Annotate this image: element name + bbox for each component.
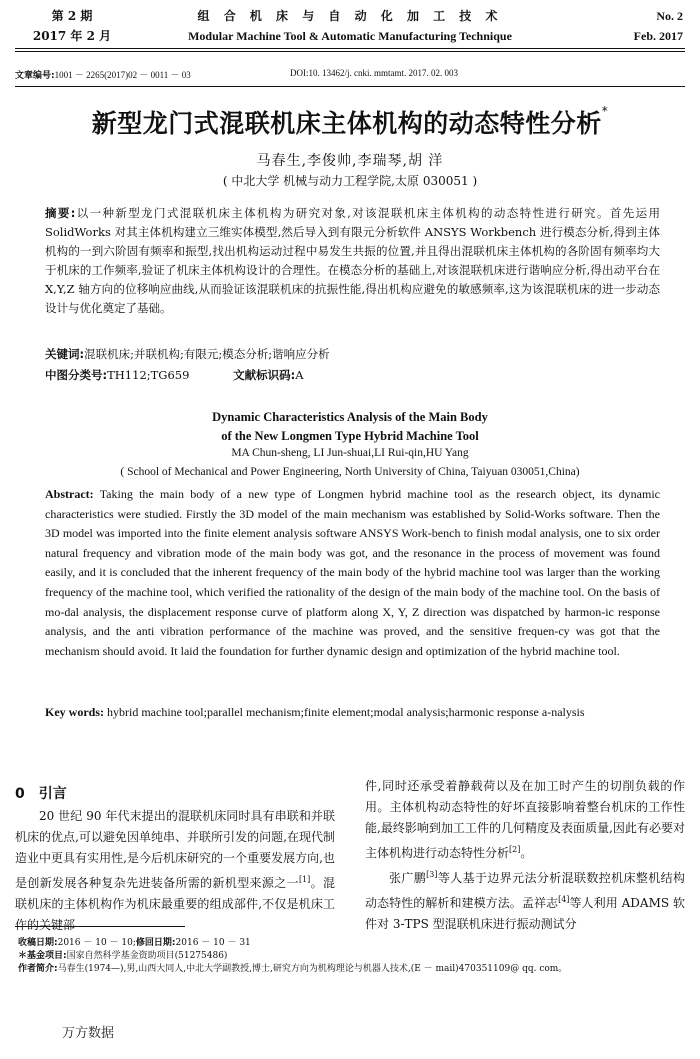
header-rule-bottom: [15, 51, 685, 52]
fund-text: 国家自然科学基金资助项目(51275486): [66, 951, 228, 961]
abstract-cn: [45, 204, 660, 318]
header-rule-top: [15, 48, 685, 49]
abstract-en-label: Abstract:: [45, 487, 94, 501]
date-cn: 2017 年 2 月: [32, 29, 112, 43]
paper-title-en: [0, 408, 700, 446]
keywords-en-text: hybrid machine tool;parallel mechanism;finite element;modal analysis;harmonic response a-nalysis: [107, 705, 585, 719]
abstract-en-text: Taking the main body of a new type of Longmen hybrid machine tool as the research object, its dynamic characteristics were studied. Firstly the 3D model of the main mechanism was established by Solid-Works software. Then the 3D model was imported into the finite element analysis software ANSYS Work-bench to finish modal analysis, one to six order natural frequency and vibration mode of the main body was got, and the resonance in the process of movement was found easily, and it is concluded that the inherent frequency of the main body of the hybrid machine tool was larger than the working frequency of the machine tool, which verified the rationality of the design of the main body of the machine tool. On the basis of mo-dal analysis, the displacement response curve of platform along X, Y, Z direction was dispatched by harmon-ic response analysis, and the anti vibration performance of the machine was proved, and the sensitive frequen-cy was got that the mechanism should avoid. It laid the foundation for further dynamic design and optimization of the hybrid machine tool.: [45, 487, 660, 658]
footnote-author: [18, 963, 683, 976]
received-label: 收稿日期:: [18, 938, 58, 948]
doi: DOI:10. 13462/j. cnki. mmtamt. 2017. 02. 003: [290, 68, 458, 78]
keywords-en-label: Key words:: [45, 705, 104, 719]
abstract-label: 摘要:: [45, 206, 76, 220]
footnote-dates: [18, 937, 683, 950]
header-center: [150, 6, 550, 46]
abstract-cn-text: 以一种新型龙门式混联机床主体机构为研究对象,对该混联机床主体机构的动态特性进行研究。首先运用 SolidWorks 对其主体机构建立三维实体模型,然后导入到有限元分析软件 ANSYS Workbench 进行模态分析,得到主体机构的一到六阶固有频率和振型,找出机构运动过程中易发生共振的位置,并且得出混联机床主体机构的各阶固有频率均大于机床的工作频率,验证了机床主体机构设计的合理性。在模态分析的基础上,对该混联机床进行谐响应分析,得出动平台在 X,Y,Z 轴方向的位移响应曲线,从而验证该混联机床的抗振性能,得出机构应避免的敏感频率,这为该混联机床的进一步动态设计与优化奠定了基础。: [45, 206, 660, 315]
author-bio-label: 作者简介:: [18, 964, 58, 974]
issue-en: No. 2: [656, 9, 683, 23]
doccode-label: 文献标识码:: [233, 368, 296, 382]
citation-ref: [4]: [558, 895, 570, 904]
header-right: [583, 6, 683, 46]
footnote-rule: [15, 926, 185, 927]
left-paragraph-text-end: 。混联机床的主体机构作为机床最重要的组成部件,不仅是机床工作的关键部: [15, 876, 335, 932]
clc-value: TH112;TG659: [107, 368, 190, 382]
right-paragraph-2-a: 张广鹏: [389, 871, 427, 885]
citation-ref: [2]: [509, 845, 521, 854]
doccode-value: A: [295, 368, 304, 382]
revised-label: 修回日期:: [135, 938, 176, 948]
date-en: Feb. 2017: [633, 29, 683, 43]
paper-title-text: 新型龙门式混联机床主体机构的动态特性分析: [91, 109, 602, 138]
watermark: 万方数据: [62, 1026, 115, 1041]
section-heading: [15, 783, 67, 803]
received-date: 2016 － 10 － 10;: [57, 938, 136, 948]
footnotes: [18, 937, 683, 976]
article-number: [15, 68, 191, 81]
title-en-line2: of the New Longmen Type Hybrid Machine Tool: [221, 429, 479, 443]
keywords-cn-text: 混联机床;并联机构;有限元;模态分析;谐响应分析: [84, 347, 330, 361]
citation-ref: [1]: [298, 875, 311, 884]
right-paragraph-1-end: 。: [520, 846, 533, 860]
article-number-label: 文章编号:: [15, 71, 55, 81]
right-paragraph-2-b: 等人基于边界元法分析混联数控机床整机结构动态特性的解析和建模方法。孟祥志: [365, 871, 685, 910]
authors-en: MA Chun-sheng, LI Jun-shuai,LI Rui-qin,HU Yang: [231, 447, 469, 459]
clc-label: 中图分类号:: [45, 368, 108, 382]
right-paragraph-1: [365, 776, 685, 864]
section-number: 0: [15, 786, 25, 802]
right-paragraph-1-text: 件,同时还承受着静载荷以及在加工时产生的切削负载的作用。主体机构动态特性的好坏直接影响着整台机床的工作性能,最终影响到加工工件的几何精度及表面质量,因此有必要对主体机构进行动态特性分析: [365, 779, 685, 860]
body-column-left: [15, 806, 335, 936]
revised-date: 2016 － 10 － 31: [175, 938, 251, 948]
journal-title-en: Modular Machine Tool & Automatic Manufacturing Technique: [188, 29, 512, 43]
abstract-en: [45, 485, 660, 661]
body-column-right: [365, 776, 685, 935]
paper-title-cn: [0, 104, 700, 140]
citation-ref: [3]: [426, 870, 438, 879]
classification: [45, 366, 660, 385]
footnote-fund: [18, 950, 683, 963]
left-paragraph-text: 20 世纪 90 年代末提出的混联机床同时具有串联和并联机床的优点,可以避免因单纯串、并联所引发的问题,在现代制造业中更具有实用性,是今后机床研究的一个重要发展方向,也是创新发展各种复杂先进装备所需的新机型来源之一: [15, 809, 335, 890]
keywords-en: [45, 703, 660, 723]
authors-cn: 马春生,李俊帅,李瑞琴,胡 洋: [256, 153, 444, 169]
journal-title-cn: 组 合 机 床 与 自 动 化 加 工 技 术: [197, 9, 503, 23]
title-footnote-mark: *: [601, 104, 609, 118]
meta-rule: [15, 86, 685, 87]
keywords-cn: [45, 345, 660, 364]
article-number-value: 1001 － 2265(2017)02 － 0011 － 03: [54, 70, 191, 80]
affiliation-en: ( School of Mechanical and Power Engineering, North University of China, Taiyuan 030051,China): [120, 466, 580, 478]
fund-label: ＊基金项目:: [18, 951, 67, 961]
keywords-label: 关键词:: [45, 347, 85, 361]
issue-cn: 第 2 期: [51, 9, 93, 23]
author-bio-text: 马春生(1974—),男,山西大同人,中北大学副教授,博士,研究方向为机构理论与机器人技术,(E － mail)470351109@ qq. com。: [57, 964, 568, 974]
title-en-line1: Dynamic Characteristics Analysis of the Main Body: [212, 410, 488, 424]
section-title: 引言: [38, 786, 67, 802]
header-left: [17, 6, 127, 46]
right-paragraph-2: [365, 864, 685, 935]
right-paragraph-2-c: 等人利用 ADAMS 软件对 3-TPS 型混联机床进行振动测试分: [365, 896, 685, 931]
affiliation-cn: ( 中北大学 机械与动力工程学院,太原 030051 ): [222, 174, 478, 188]
